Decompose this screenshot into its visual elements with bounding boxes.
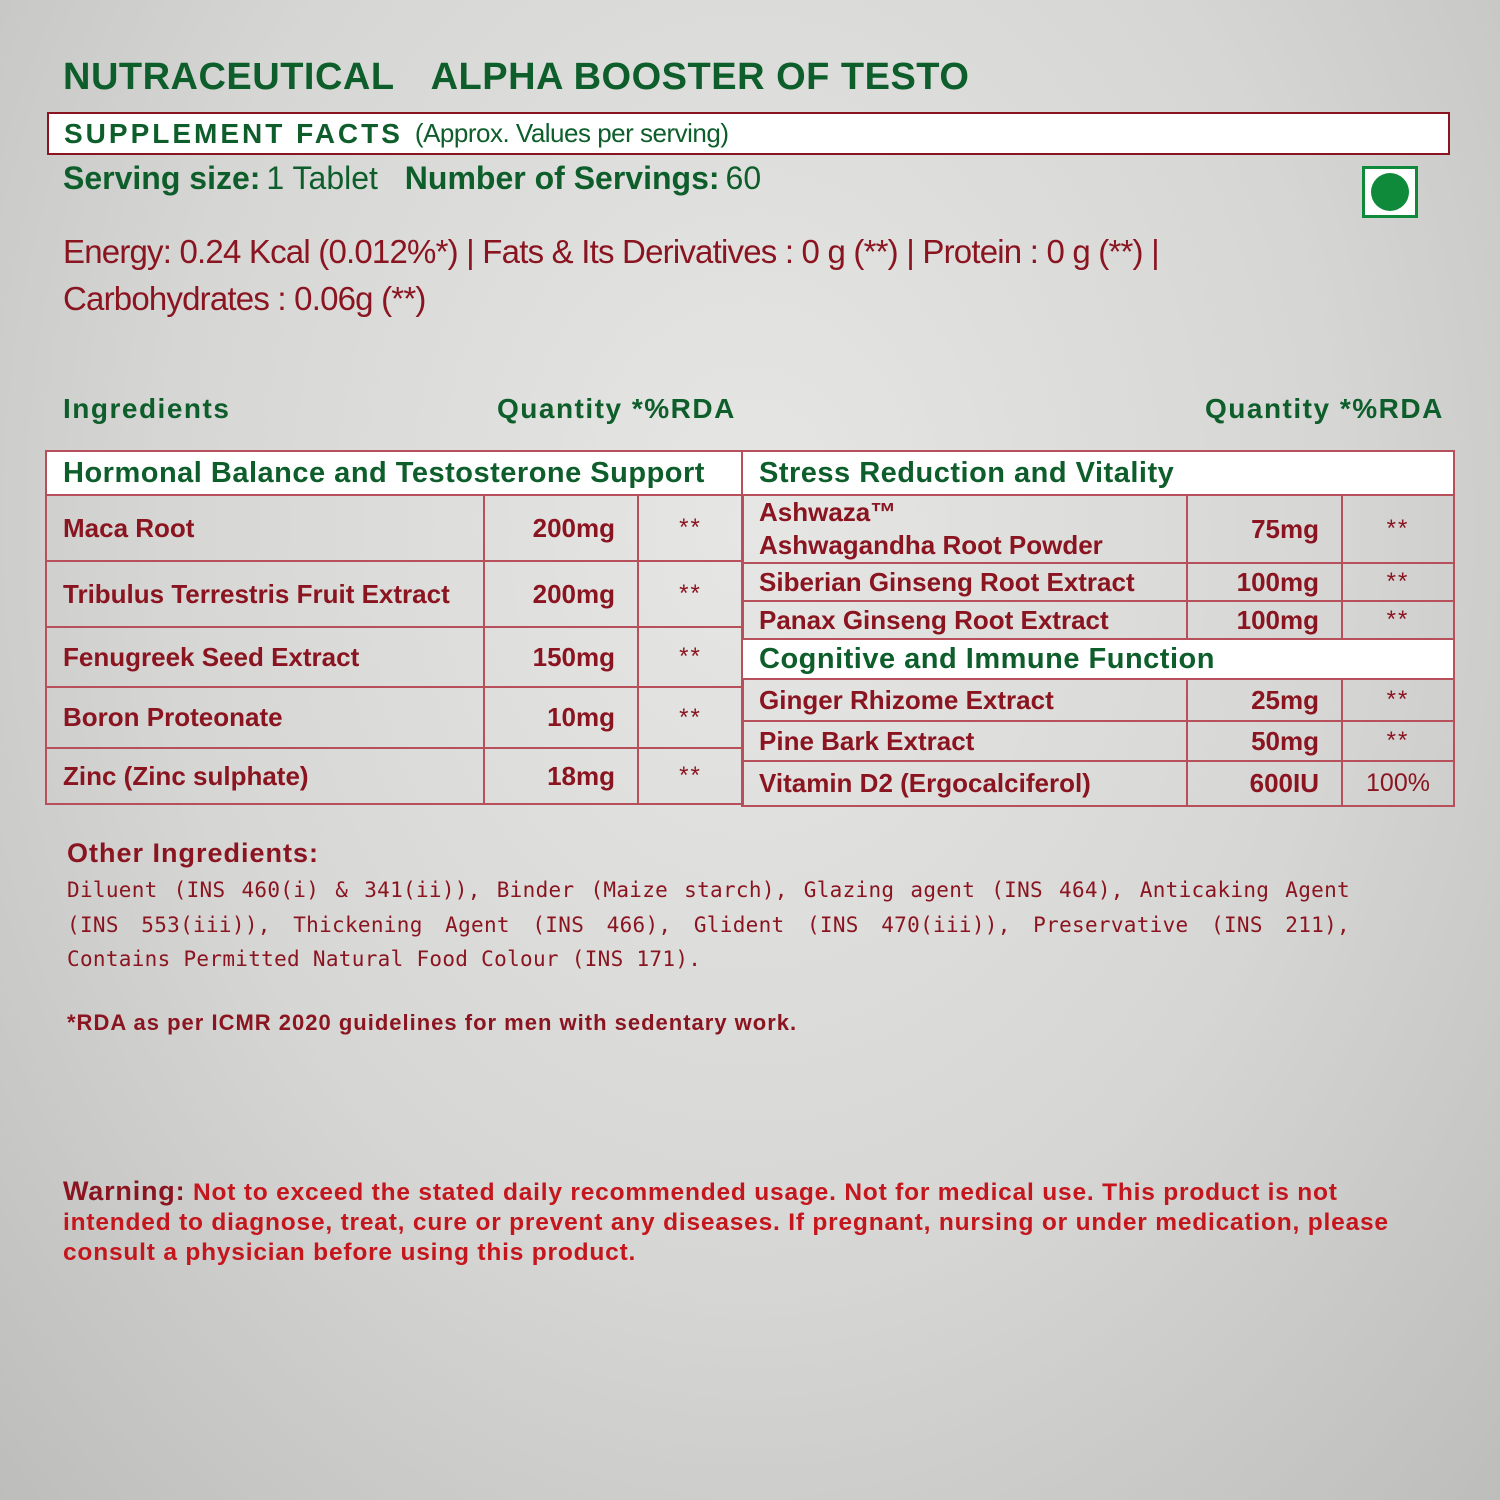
ingredient-name: Siberian Ginseng Root Extract <box>742 563 1187 601</box>
quantity-rda-header-right: Quantity *%RDA <box>1205 393 1444 424</box>
table-row <box>742 761 1454 806</box>
veg-dot-icon <box>1371 173 1409 211</box>
ingredient-rda: ** <box>638 748 743 804</box>
ingredient-name: Pine Bark Extract <box>742 721 1187 761</box>
servings-count-value: 60 <box>725 160 762 196</box>
table-row <box>742 563 1454 601</box>
ingredient-name: Ginger Rhizome Extract <box>742 679 1187 721</box>
ingredient-rda: ** <box>638 495 743 561</box>
ingredient-rda: ** <box>1342 679 1454 721</box>
ingredient-rda: ** <box>1342 721 1454 761</box>
table-row <box>742 679 1454 721</box>
ingredient-name: Vitamin D2 (Ergocalciferol) <box>742 761 1187 806</box>
serving-info <box>63 160 761 197</box>
ingredient-name <box>742 495 1187 563</box>
nutrition-line-2: Carbohydrates : 0.06g (**) <box>63 280 426 317</box>
ingredient-quantity: 200mg <box>484 561 638 627</box>
ingredient-quantity: 25mg <box>1187 679 1342 721</box>
brand-name: NUTRACEUTICAL <box>63 56 395 98</box>
quantity-rda-header-left: Quantity *%RDA <box>497 393 736 424</box>
ingredient-name: Fenugreek Seed Extract <box>46 627 484 687</box>
ingredient-quantity: 75mg <box>1187 495 1342 563</box>
section-title-stress: Stress Reduction and Vitality <box>742 451 1454 495</box>
section-header-row <box>742 639 1454 679</box>
table-row <box>46 687 743 748</box>
table-row <box>46 748 743 804</box>
ingredients-header: Ingredients <box>63 393 231 424</box>
ingredient-rda: ** <box>638 687 743 748</box>
ingredient-rda: ** <box>1342 563 1454 601</box>
warning-text: Not to exceed the stated daily recommended usage. Not for medical use. This product is not intended to diagnose, treat, cure or prevent any diseases. If pregnant, nursing or under medication, please consult a physician before using this product. <box>63 1179 1389 1266</box>
ingredient-quantity: 18mg <box>484 748 638 804</box>
nutrition-summary <box>63 228 1159 322</box>
other-ingredients-title: Other Ingredients: <box>67 838 320 868</box>
ingredient-rda: 100% <box>1342 761 1454 806</box>
ingredient-rda: ** <box>638 627 743 687</box>
ingredient-quantity: 50mg <box>1187 721 1342 761</box>
section-header-row <box>742 451 1454 495</box>
table-row <box>742 495 1454 563</box>
table-row <box>46 627 743 687</box>
right-ingredients-table <box>741 450 1455 807</box>
other-ingredients-text: Diluent (INS 460(i) & 341(ii)), Binder (Maize starch), Glazing agent (INS 464), Anticaking Agent (INS 553(iii)), Thickening Agent (INS 466), Glident (INS 470(iii)), Preservative (INS 211), Contains Permitted Natural Food Colour (INS 171). <box>67 878 1350 971</box>
ingredient-quantity: 10mg <box>484 687 638 748</box>
section-title-cognitive: Cognitive and Immune Function <box>742 639 1454 679</box>
ingredient-quantity: 600IU <box>1187 761 1342 806</box>
ingredient-rda: ** <box>1342 495 1454 563</box>
ingredient-name-line-1: Ashwaza™ <box>759 497 897 527</box>
ingredient-quantity: 200mg <box>484 495 638 561</box>
table-row <box>742 721 1454 761</box>
section-title-hormonal: Hormonal Balance and Testosterone Support <box>46 451 743 495</box>
warning-block <box>63 1176 1453 1268</box>
supplement-facts-subtitle: (Approx. Values per serving) <box>414 118 729 148</box>
supplement-facts-title: SUPPLEMENT FACTS <box>64 117 403 149</box>
ingredient-quantity: 100mg <box>1187 601 1342 639</box>
header <box>63 56 969 99</box>
ingredient-name: Maca Root <box>46 495 484 561</box>
table-row <box>742 601 1454 639</box>
ingredient-name: Tribulus Terrestris Fruit Extract <box>46 561 484 627</box>
nutrition-line-1: Energy: 0.24 Kcal (0.012%*) | Fats & Its Derivatives : 0 g (**) | Protein : 0 g (**) | <box>63 233 1159 270</box>
ingredient-name-line-2: Ashwagandha Root Powder <box>759 530 1103 560</box>
section-header-row <box>46 451 743 495</box>
warning-label: Warning: <box>63 1176 186 1206</box>
veg-mark-icon <box>1362 166 1418 218</box>
ingredient-quantity: 150mg <box>484 627 638 687</box>
serving-size-value: 1 Tablet <box>266 160 378 196</box>
other-ingredients <box>67 838 1350 977</box>
ingredient-name: Boron Proteonate <box>46 687 484 748</box>
ingredient-name: Zinc (Zinc sulphate) <box>46 748 484 804</box>
ingredient-rda: ** <box>638 561 743 627</box>
table-row <box>46 561 743 627</box>
rda-footnote: *RDA as per ICMR 2020 guidelines for men with sedentary work. <box>67 1010 798 1035</box>
ingredient-rda: ** <box>1342 601 1454 639</box>
supplement-facts-bar <box>47 112 1450 155</box>
ingredient-quantity: 100mg <box>1187 563 1342 601</box>
ingredient-name: Panax Ginseng Root Extract <box>742 601 1187 639</box>
serving-size-label: Serving size: <box>63 160 261 196</box>
left-ingredients-table <box>45 450 744 805</box>
product-name: ALPHA BOOSTER OF TESTO <box>430 56 970 98</box>
table-row <box>46 495 743 561</box>
servings-count-label: Number of Servings: <box>404 160 720 196</box>
